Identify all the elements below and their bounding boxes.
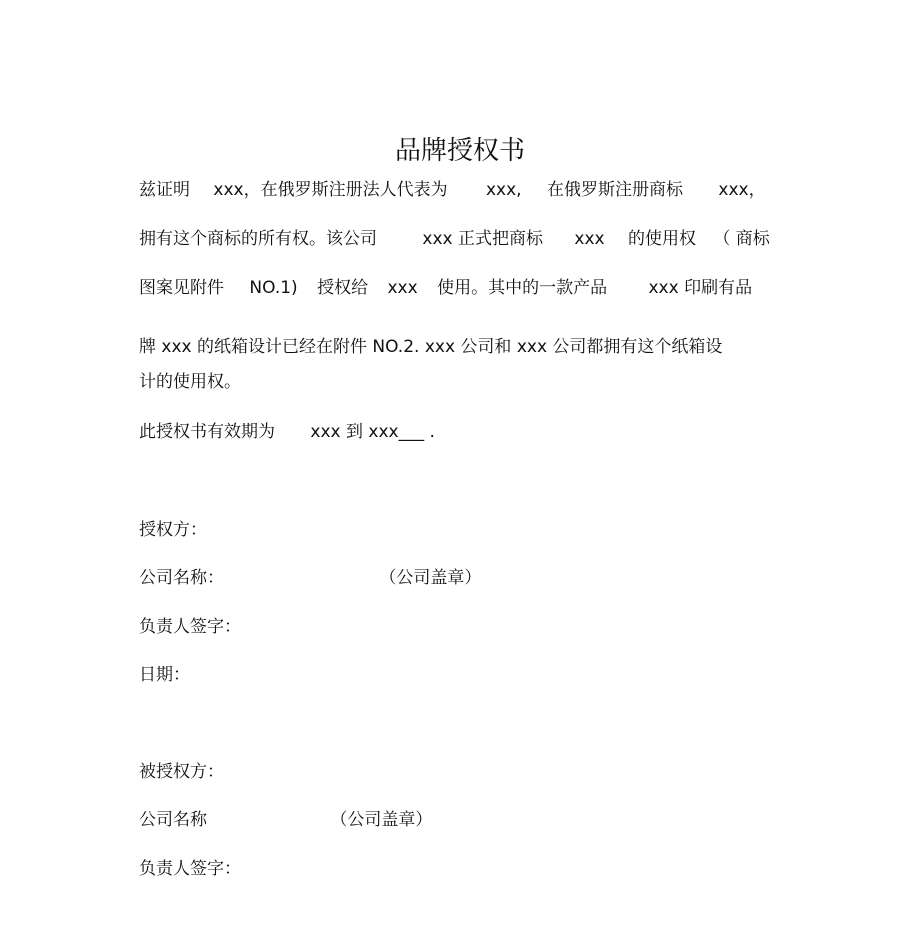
grantee-signature-label: 负责人签字：: [139, 859, 241, 879]
grantor-seal-note: （公司盖章）: [379, 568, 482, 588]
text-segment: 授权给: [317, 278, 369, 298]
body-line-2: [139, 228, 770, 250]
body-line-1: [139, 179, 766, 201]
text-segment: NO.1): [249, 278, 298, 298]
text-segment: 此授权书有效期为: [139, 422, 275, 442]
grantee-company-label: 公司名称: [139, 810, 207, 830]
text-segment: xxx,: [486, 180, 522, 200]
text-segment: 在俄罗斯注册商标: [547, 180, 683, 200]
text-segment: 计的使用权。: [139, 372, 241, 392]
text-segment: xxx 印刷有品: [648, 278, 753, 298]
grantee-heading: 被授权方：: [139, 762, 224, 782]
text-segment: 拥有这个商标的所有权。该公司: [139, 229, 377, 249]
text-segment: 兹证明: [139, 180, 190, 200]
text-segment: xxx: [387, 278, 418, 298]
body-line-4: [139, 336, 722, 358]
text-segment: 使用。其中的一款产品: [437, 278, 608, 298]
text-segment: 牌 xxx 的纸箱设计已经在附件 NO.2. xxx 公司和 xxx 公司都拥有这个纸箱设: [139, 337, 723, 357]
text-segment: xxx，: [718, 180, 766, 200]
body-line-5: [139, 371, 241, 393]
text-segment: xxx: [574, 229, 605, 249]
grantee-seal-note: （公司盖章）: [330, 810, 433, 830]
grantor-company-row: [139, 567, 481, 589]
document-title: 品牌授权书: [394, 136, 525, 166]
text-segment: 图案见附件: [139, 278, 224, 298]
text-segment: （ 商标: [713, 229, 770, 249]
body-line-3: [139, 277, 752, 299]
text-segment: 的使用权: [628, 229, 696, 249]
grantor-date-label: 日期：: [139, 665, 190, 685]
grantee-company-row: [139, 809, 432, 831]
text-segment: xxx 到 xxx___ .: [310, 422, 435, 442]
grantor-signature-label: 负责人签字：: [139, 617, 241, 637]
text-segment: xxx，在俄罗斯注册法人代表为: [213, 180, 448, 200]
grantor-heading: 授权方：: [139, 520, 207, 540]
text-segment: xxx 正式把商标: [422, 229, 543, 249]
grantor-company-label: 公司名称：: [139, 568, 224, 588]
validity-line: [139, 421, 435, 443]
